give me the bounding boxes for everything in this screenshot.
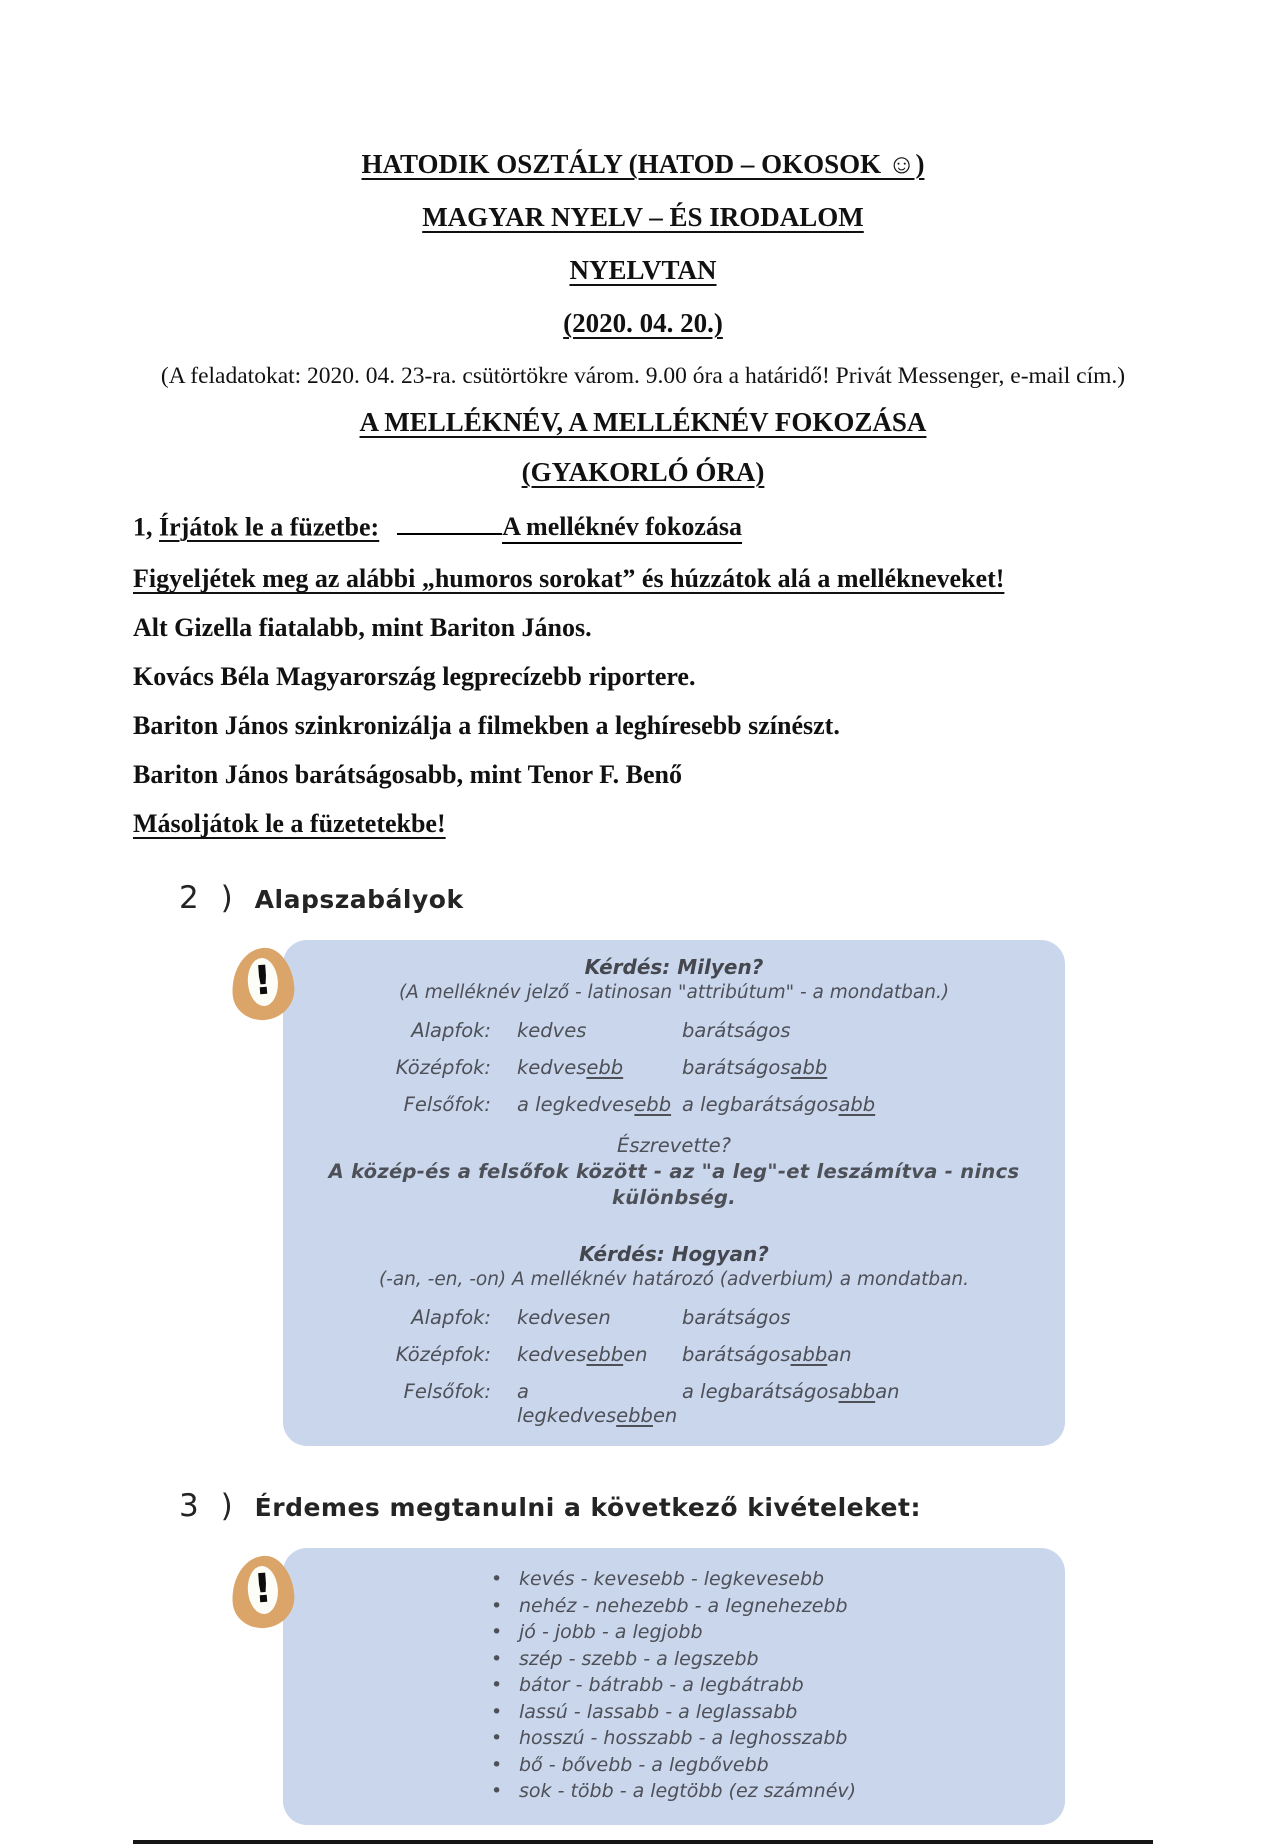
example-baratsagosabban: barátságosabban <box>682 1343 852 1367</box>
example-kedvesebben: kedvesebben <box>517 1343 648 1367</box>
section2-heading <box>179 880 1153 916</box>
notice-text: A közép-és a felsőfok között - az "a leg"-et leszámítva - nincs különbség. <box>328 1160 1020 1210</box>
exceptions-box <box>283 1548 1065 1825</box>
bottom-divider <box>133 1840 1153 1844</box>
table2-row-2 <box>301 1343 1047 1367</box>
example-legkedvesebb: a legkedvesebb <box>517 1093 672 1117</box>
deadline-note: (A feladatokat: 2020. 04. 23-ra. csütörtökre várom. 9.00 óra a határidő! Privát Messenger, e-mail cím.) <box>160 363 1126 389</box>
example-baratsagos: barátságos <box>682 1306 791 1330</box>
degree-label: Felsőfok: <box>403 1380 491 1404</box>
degree-label: Felsőfok: <box>403 1093 491 1117</box>
page-title-line-1: HATODIK OSZTÁLY (HATOD – OKOSOK ☺) <box>361 149 925 179</box>
task1-label: Írjátok le a füzetbe: <box>159 512 380 542</box>
task1-line <box>133 508 1153 544</box>
sentence-line-1: Alt Gizella fiatalabb, mint Bariton János. <box>133 613 592 643</box>
page-title-line-3: NYELVTAN <box>569 255 717 285</box>
task1-answer: A melléknév fokozása <box>502 513 742 544</box>
section3-title: Érdemes megtanulni a következő kivételeket: <box>254 1493 921 1523</box>
copy-instruction: Másoljátok le a füzetetekbe! <box>133 809 446 839</box>
example-baratsagos: barátságos <box>682 1019 791 1043</box>
notice-title: Észrevette? <box>617 1134 731 1158</box>
exclamation-mark: ! <box>252 957 274 1005</box>
table2-row-3 <box>301 1380 1047 1428</box>
section3-number: 3 ) <box>179 1488 239 1525</box>
topic-title: A MELLÉKNÉV, A MELLÉKNÉV FOKOZÁSA <box>359 407 927 437</box>
exclamation-icon-inner <box>246 957 279 1007</box>
degree-label: Alapfok: <box>411 1306 491 1330</box>
section2-title: Alapszabályok <box>254 885 464 915</box>
question1-subtitle: (A melléknév jelző - latinosan "attribútum" - a mondatban.) <box>398 982 950 1004</box>
sentence-line-2: Kovács Béla Magyarország legprecízebb riportere. <box>133 662 696 692</box>
list-item: • jó - jobb - a legjobb <box>483 1619 1047 1646</box>
example-baratsagosabb: barátságosabb <box>682 1056 828 1080</box>
degree-label: Alapfok: <box>411 1019 491 1043</box>
exclamation-icon-inner <box>246 1565 279 1615</box>
example-kedves: kedves <box>517 1019 587 1043</box>
list-item: • bő - bővebb - a legbővebb <box>483 1752 1047 1779</box>
sentence-line-3: Bariton János szinkronizálja a filmekben a leghíresebb színészt. <box>133 711 840 741</box>
list-item: • kevés - kevesebb - legkevesebb <box>483 1566 1047 1593</box>
rules-box <box>283 940 1065 1446</box>
task1-number: 1, <box>133 512 153 542</box>
instruction-line: Figyeljétek meg az alábbi „humoros sorokat” és húzzátok alá a mellékneveket! <box>133 564 1005 594</box>
page-title-line-2: MAGYAR NYELV – ÉS IRODALOM <box>422 202 864 232</box>
question2-subtitle: (-an, -en, -on) A melléknév határozó (adverbium) a mondatban. <box>378 1269 970 1291</box>
table1-row-2 <box>301 1056 1047 1080</box>
section2-box-row <box>252 940 1065 1446</box>
exclamation-mark: ! <box>252 1565 274 1613</box>
table1-row-3 <box>301 1093 1047 1117</box>
table1-row-1 <box>301 1019 1047 1043</box>
list-item: • bátor - bátrabb - a legbátrabb <box>483 1672 1047 1699</box>
topic-subtitle: (GYAKORLÓ ÓRA) <box>521 457 765 487</box>
example-legkedvesebben: a legkedvesebben <box>517 1380 678 1428</box>
page-title-line-4: (2020. 04. 20.) <box>563 308 723 338</box>
example-kedvesebb: kedvesebb <box>517 1056 624 1080</box>
section3-box-row <box>252 1548 1065 1825</box>
list-item: • nehéz - nehezebb - a legnehezebb <box>483 1593 1047 1620</box>
exceptions-list <box>301 1562 1047 1807</box>
example-kedvesen: kedvesen <box>517 1306 611 1330</box>
section2-number: 2 ) <box>179 880 239 917</box>
table2-row-1 <box>301 1306 1047 1330</box>
list-item: • hosszú - hosszabb - a leghosszabb <box>483 1725 1047 1752</box>
example-legbaratsagosabban: a legbarátságosabban <box>682 1380 900 1404</box>
section3-heading <box>179 1488 1153 1524</box>
question2-title: Kérdés: Hogyan? <box>579 1242 769 1267</box>
example-legbaratsagosabb: a legbarátságosabb <box>682 1093 876 1117</box>
list-item: • szép - szebb - a legszebb <box>483 1646 1047 1673</box>
sentence-line-4: Bariton János barátságosabb, mint Tenor F. Benő <box>133 760 683 790</box>
list-item: • sok - több - a legtöbb (ez számnév) <box>483 1778 1047 1805</box>
degree-label: Középfok: <box>395 1343 491 1367</box>
degree-label: Középfok: <box>395 1056 491 1080</box>
question1-title: Kérdés: Milyen? <box>584 955 764 980</box>
task1-blank-line <box>397 508 502 535</box>
list-item: • lassú - lassabb - a leglassabb <box>483 1699 1047 1726</box>
